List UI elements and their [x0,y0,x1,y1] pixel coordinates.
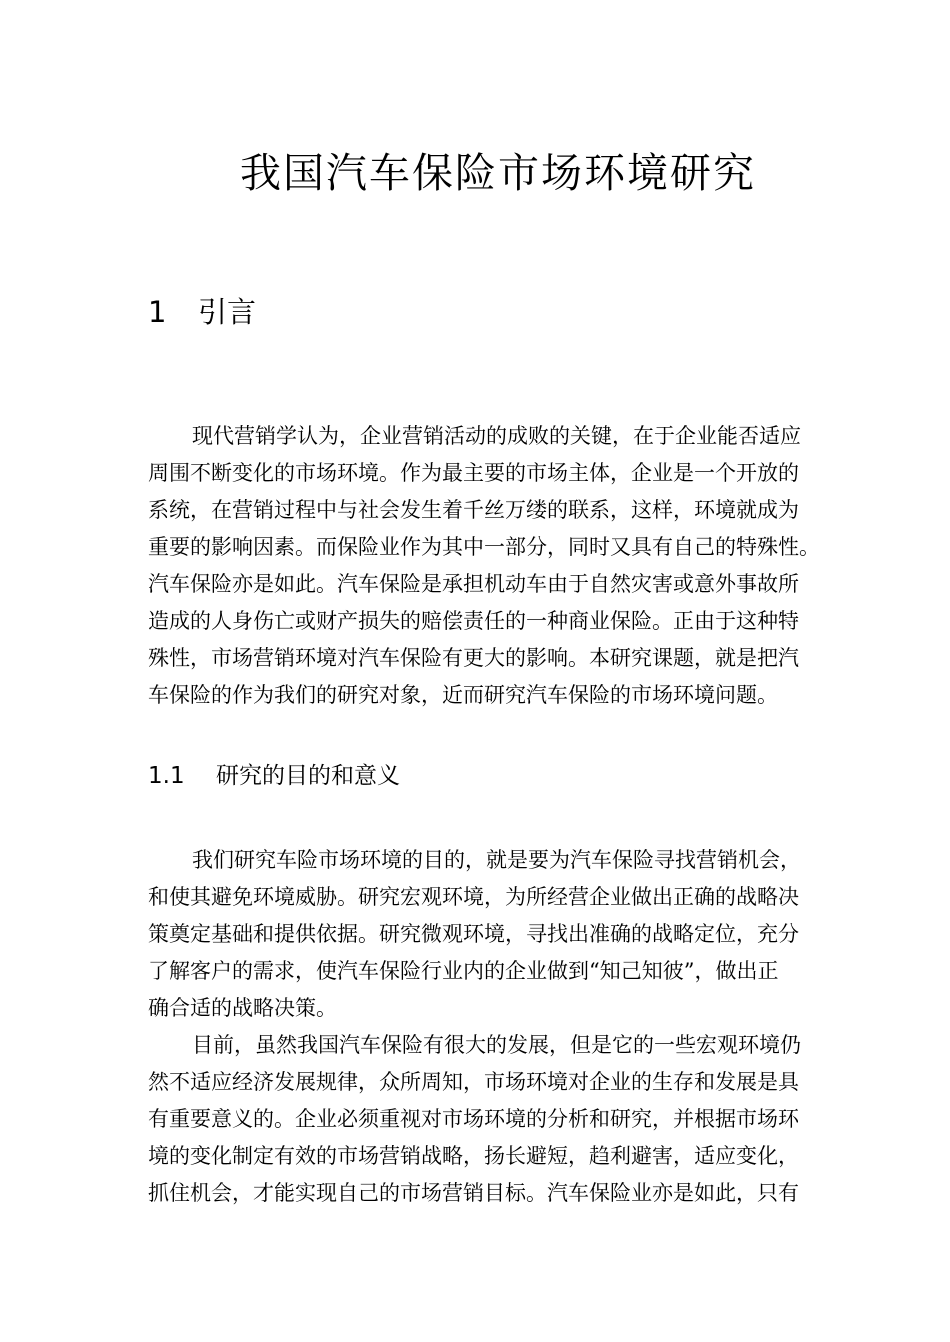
text-line: 现代营销学认为，企业营销活动的成败的关键，在于企业能否适应 [192,424,801,448]
text-line: 抓住机会，才能实现自己的市场营销目标。汽车保险业亦是如此，只有 [148,1181,799,1205]
section-heading-1 [148,290,256,331]
text-line: 目前，虽然我国汽车保险有很大的发展，但是它的一些宏观环境仍 [192,1033,801,1057]
text-line: 汽车保险亦是如此。汽车保险是承担机动车由于自然灾害或意外事故所 [148,572,799,596]
text-line: 策奠定基础和提供依据。研究微观环境，寻找出准确的战略定位，充分 [148,922,799,946]
purpose-paragraph [148,842,801,1027]
text-line: 车保险的作为我们的研究对象，近而研究汽车保险的市场环境问题。 [148,683,778,707]
text-line: 确合适的战略决策。 [148,996,337,1020]
text-line: 系统，在营销过程中与社会发生着千丝万缕的联系，这样，环境就成为 [148,498,799,522]
section-title: 引言 [198,295,257,329]
text-line: 周围不断变化的市场环境。作为最主要的市场主体，企业是一个开放的 [148,461,799,485]
document-title: 我国汽车保险市场环境研究 [240,149,756,197]
text-line: 我们研究车险市场环境的目的，就是要为汽车保险寻找营销机会， [192,848,801,872]
significance-paragraph [148,1027,801,1212]
section-heading-1-1 [148,757,400,790]
text-line: 造成的人身伤亡或财产损失的赔偿责任的一种商业保险。正由于这种特 [148,609,799,633]
text-line: 殊性，市场营销环境对汽车保险有更大的影响。本研究课题，就是把汽 [148,646,799,670]
text-line: 和使其避免环境威胁。研究宏观环境，为所经营企业做出正确的战略决 [148,885,799,909]
text-line: 有重要意义的。企业必须重视对市场环境的分析和研究，并根据市场环 [148,1107,799,1131]
section-title: 研究的目的和意义 [216,763,400,789]
intro-paragraph [148,418,820,714]
text-line: 重要的影响因素。而保险业作为其中一部分，同时又具有自己的特殊性。 [148,535,820,559]
text-line: 境的变化制定有效的市场营销战略，扬长避短，趋利避害，适应变化， [148,1144,799,1168]
section-number: 1 [148,295,167,329]
section-number: 1.1 [148,763,185,789]
text-line: 然不适应经济发展规律，众所周知，市场环境对企业的生存和发展是具 [148,1070,799,1094]
text-line: 了解客户的需求，使汽车保险行业内的企业做到“知己知彼”，做出正 [148,959,779,983]
